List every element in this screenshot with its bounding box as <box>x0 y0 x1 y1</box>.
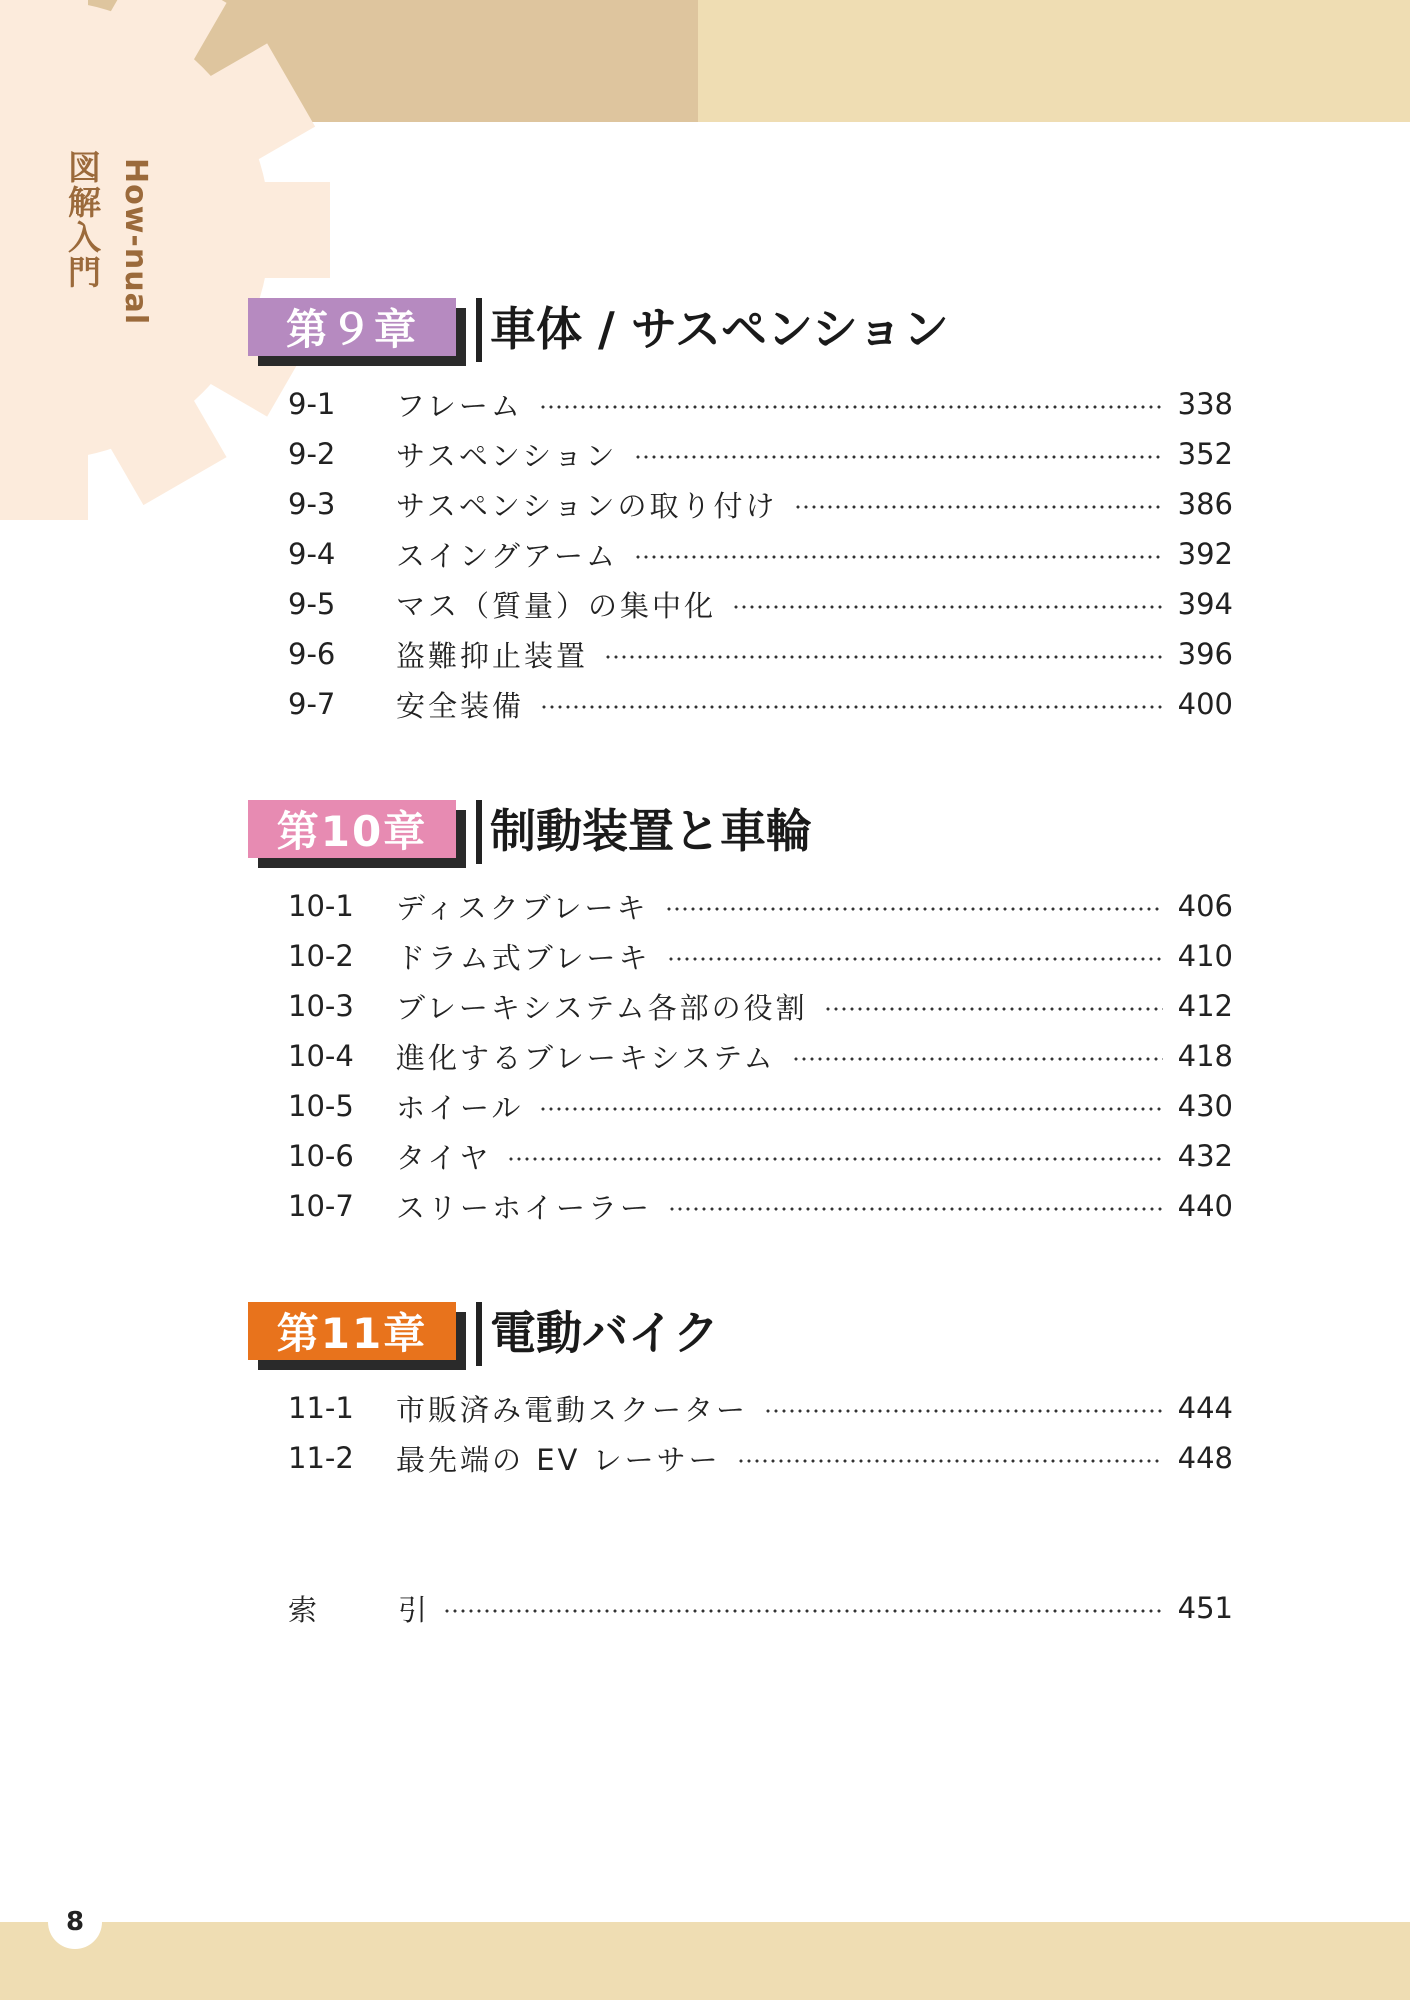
entry-title: 盗難抑止装置 <box>396 638 589 673</box>
entry-number: 10-4 <box>288 1039 354 1073</box>
entry-page: 392 <box>1177 537 1233 571</box>
dot-leader <box>732 604 1163 610</box>
gear-icon <box>0 0 330 520</box>
entry-title: ホイール <box>396 1090 524 1125</box>
entry-number: 11-1 <box>288 1391 354 1425</box>
entry-title: フレーム <box>396 388 523 423</box>
toc-entry-index[interactable] <box>288 1588 1233 1628</box>
dot-leader <box>794 504 1163 510</box>
toc-entry[interactable] <box>288 434 1233 474</box>
entry-page: 430 <box>1177 1089 1233 1123</box>
chapter-badge: 第11章 <box>248 1302 456 1360</box>
entry-number: 10-5 <box>288 1089 354 1123</box>
toc-entry[interactable] <box>288 936 1233 976</box>
toc-entry[interactable] <box>288 684 1233 724</box>
chapter-title: 車体 / サスペンション <box>490 302 949 356</box>
toc-entry[interactable] <box>288 384 1233 424</box>
dot-leader <box>539 1106 1163 1112</box>
toc-entry[interactable] <box>288 1438 1233 1478</box>
dot-leader <box>540 704 1163 710</box>
entry-number: 10-6 <box>288 1139 354 1173</box>
entry-page: 432 <box>1177 1139 1233 1173</box>
toc-entry[interactable] <box>288 584 1233 624</box>
dot-leader <box>792 1056 1163 1062</box>
entry-page: 394 <box>1177 587 1233 621</box>
entry-number: 9-1 <box>288 387 336 421</box>
dot-leader <box>604 654 1163 660</box>
entry-page: 448 <box>1177 1441 1233 1475</box>
toc-entry[interactable] <box>288 484 1233 524</box>
toc-entry[interactable] <box>288 634 1233 674</box>
entry-title: ブレーキシステム各部の役割 <box>396 990 808 1025</box>
entry-title: スリーホイーラー <box>396 1190 653 1225</box>
entry-number: 11-2 <box>288 1441 354 1475</box>
entry-number: 9-5 <box>288 587 336 621</box>
index-label-first: 索 <box>288 1592 318 1627</box>
entry-title: スイングアーム <box>396 538 618 573</box>
entry-number: 9-2 <box>288 437 336 471</box>
entry-page: 406 <box>1177 889 1233 923</box>
toc-entry[interactable] <box>288 1186 1233 1226</box>
chapter-badge: 第10章 <box>248 800 456 858</box>
chapter-title: 制動装置と車輪 <box>490 804 812 858</box>
chapter-divider <box>476 1302 482 1366</box>
toc-entry[interactable] <box>288 1388 1233 1428</box>
toc-entry[interactable] <box>288 1136 1233 1176</box>
entry-title: 最先端の EV レーサー <box>396 1442 721 1477</box>
entry-page: 400 <box>1177 687 1233 721</box>
entry-title: サスペンションの取り付け <box>396 488 778 523</box>
chapter-divider <box>476 298 482 362</box>
entry-number: 10-7 <box>288 1189 354 1223</box>
toc-entry[interactable] <box>288 1036 1233 1076</box>
dot-leader <box>665 906 1163 912</box>
entry-title: サスペンション <box>396 438 618 473</box>
toc-entry[interactable] <box>288 986 1233 1026</box>
chapter-badge: 第９章 <box>248 298 456 356</box>
dot-leader <box>539 404 1163 410</box>
page-number: 8 <box>48 1895 102 1949</box>
entry-page: 412 <box>1177 989 1233 1023</box>
entry-number: 10-3 <box>288 989 354 1023</box>
entry-page: 396 <box>1177 637 1233 671</box>
entry-page: 440 <box>1177 1189 1233 1223</box>
entry-page: 352 <box>1177 437 1233 471</box>
series-title: 図解入門 <box>63 150 102 290</box>
index-label-second: 引 <box>398 1592 428 1627</box>
entry-number: 9-3 <box>288 487 336 521</box>
entry-title: ディスクブレーキ <box>396 890 649 925</box>
toc-entry[interactable] <box>288 886 1233 926</box>
entry-page: 386 <box>1177 487 1233 521</box>
entry-page: 338 <box>1177 387 1233 421</box>
footer-band <box>0 1922 1410 2000</box>
toc-entry[interactable] <box>288 534 1233 574</box>
entry-page: 444 <box>1177 1391 1233 1425</box>
dot-leader <box>634 554 1163 560</box>
entry-number: 9-6 <box>288 637 336 671</box>
dot-leader <box>443 1608 1163 1614</box>
entry-page: 410 <box>1177 939 1233 973</box>
entry-title: ドラム式ブレーキ <box>396 940 651 975</box>
series-brand: How-nual <box>118 158 153 326</box>
entry-page: 418 <box>1177 1039 1233 1073</box>
chapter-divider <box>476 800 482 864</box>
entry-number: 10-1 <box>288 889 354 923</box>
dot-leader <box>668 1206 1163 1212</box>
entry-number: 10-2 <box>288 939 354 973</box>
entry-page: 451 <box>1177 1591 1233 1625</box>
entry-title: 安全装備 <box>396 688 525 723</box>
dot-leader <box>824 1006 1163 1012</box>
dot-leader <box>634 454 1163 460</box>
entry-title: タイヤ <box>396 1140 492 1175</box>
header-band-right <box>698 0 1410 122</box>
entry-number: 9-4 <box>288 537 336 571</box>
dot-leader <box>737 1458 1163 1464</box>
entry-title: 進化するブレーキシステム <box>396 1040 776 1075</box>
dot-leader <box>667 956 1163 962</box>
dot-leader <box>507 1156 1163 1162</box>
entry-number: 9-7 <box>288 687 336 721</box>
chapter-title: 電動バイク <box>490 1306 720 1360</box>
toc-entry[interactable] <box>288 1086 1233 1126</box>
entry-title: マス（質量）の集中化 <box>396 588 717 623</box>
dot-leader <box>764 1408 1163 1414</box>
entry-title: 市販済み電動スクーター <box>396 1392 749 1427</box>
